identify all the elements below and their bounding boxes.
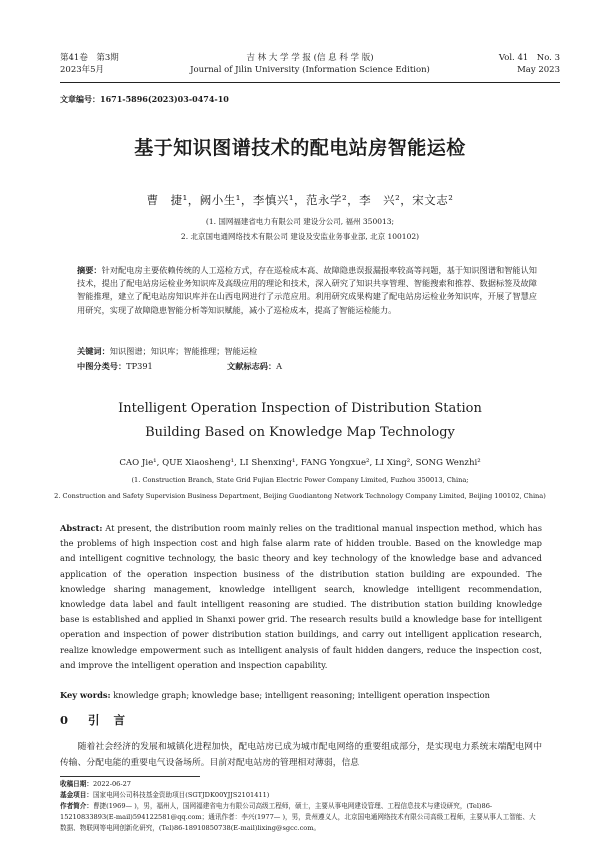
authors-cn: 曹 捷¹，阙小生¹，李慎兴¹，范永学²，李 兴²，宋文志² [146,193,454,207]
affiliation-en-1: (1. Construction Branch, State Grid Fujian Electric Power Company Limited, Fuzhou 350013, China; [131,476,469,484]
date-cn: 2023年5月 [60,65,105,75]
authors-en: CAO Jie¹, QUE Xiaosheng¹, LI Shenxing¹, FANG Yongxue², LI Xing², SONG Wenzhi² [119,458,481,468]
document-code [227,360,282,373]
author-bio-text: 曹捷(1969— )，男，福州人，国网福建省电力有限公司高级工程师，硕士，主要从事电网建设管理、工程信息技术与建设研究，(Tel)86-15210833893(E-mail)594122581@qq.com；通讯作者：李兴(1977— )，男，贵州遵义人，北京国电通网络技术有限公司高级工程师，主要从事人工智能、大数据、物联网等电网创新化研究，(Tel)86-18910850738(E-mail)lixing@sgcc.com。 [60,802,536,832]
abstract-cn-label: 摘要： [77,265,102,275]
affiliation-cn-2: 2. 北京国电通网络技术有限公司 建设及安监业务事业部, 北京 100102) [180,232,420,241]
volume-issue-cn: 第41卷 第3期 [60,53,119,63]
footnote-rule [60,776,200,777]
classification-cn [77,360,537,373]
author-bio-label: 作者简介： [60,802,93,810]
footnote [60,779,542,834]
fund-label: 基金项目： [60,791,93,799]
journal-name-cn: 吉 林 大 学 学 报 (信 息 科 学 版) [246,53,374,63]
title-en [0,397,600,445]
fund-text: 国家电网公司科技基金资助项目(SGTJDK00YJJS2101411) [92,791,270,799]
section-number: 0 [60,713,69,727]
clc-label: 中图分类号： [77,361,127,371]
volume-issue-en-line: Vol. 41 No. 3 [498,53,560,63]
abstract-en-label: Abstract: [60,523,103,533]
keywords-en-text: knowledge graph; knowledge base; intelligent reasoning; intelligent operation inspection [110,690,490,700]
clc-number [77,360,227,373]
doc-value: A [276,361,283,371]
received-date: 2022-06-27 [92,780,131,788]
keywords-cn [77,345,537,358]
journal-name [60,52,560,76]
date-en: May 2023 [517,65,560,75]
doc-label: 文献标志码： [227,361,277,371]
keywords-en-label: Key words: [60,690,111,700]
footnote-author [60,801,542,834]
section-title: 引言 [88,713,140,727]
volume-issue-en [499,52,560,76]
article-number: 文章编号：1671-5896(2023)03-0474-10 [60,94,229,104]
keywords-en [60,688,542,702]
received-label: 收稿日期： [60,780,93,788]
title-en-line-2: Building Based on Knowledge Map Technology [145,425,455,440]
affiliation-en-2: 2. Construction and Safety Supervision Business Department, Beijing Guodiantong Network Technology Company Limited, Beijing 100102, China) [54,492,546,500]
header-rule [60,82,560,83]
footnote-received [60,779,542,790]
title-en-line-1: Intelligent Operation Inspection of Distribution Station [118,401,482,416]
journal-name-en: Journal of Jilin University (Information Science Edition) [190,65,430,75]
footnote-fund [60,790,542,801]
running-header [60,52,560,78]
keywords-cn-label: 关键词： [77,346,110,356]
abstract-cn-text: 针对配电房主要依赖传统的人工巡检方式，存在巡检成本高、故障隐患误报漏报率较高等问题，基于知识图谱和智能认知技术，提出了配电站房运检业务知识库及高级应用的理论和技术，深入研究了知识共享管理、智能搜索和推荐、数据标签及故障智能推理，建立了配电站房知识库并在山西电网进行了示范应用。利用研究成果构建了配电站房运检业务知识库，开展了智慧应用研究，实现了故障隐患智能分析等知识赋能，减小了巡检成本，提高了智能运检能力。 [77,265,537,315]
title-cn: 基于知识图谱技术的配电站房智能运检 [134,137,466,159]
clc-value: TP391 [126,361,153,371]
section-heading-introduction [60,712,139,728]
affiliation-cn-1: (1. 国网福建省电力有限公司 建设分公司, 福州 350013; [205,217,395,226]
introduction-paragraph: 随着社会经济的发展和城镇化进程加快，配电站房已成为城市配电网络的重要组成部分，是实现电力系统末端配电网中传输、分配电能的重要电气设备场所。目前对配电站房的管理相对薄弱，信息 [60,742,542,768]
abstract-cn [77,264,537,317]
abstract-en [60,521,542,673]
keywords-cn-text: 知识图谱；知识库；智能推理；智能运检 [109,346,258,356]
abstract-en-text: At present, the distribution room mainly relies on the traditional manual inspection method, which has the problems of high inspection cost and high false alarm rate of hidden trouble. Based on the knowledge map and intelligent cognitive technology, the basic theory and key technology of the knowledge base and advanced application of the operation inspection business of the distribution station building are expounded. The knowledge sharing management, knowledge intelligent search, knowledge intelligent recommendation, knowledge data label and fault intelligent reasoning are studied. The distribution station building knowledge base is established and applied in Shanxi power grid. The research results build a knowledge base for intelligent operation and inspection of power distribution station buildings, and carry out intelligent application research, realize knowledge empowerment such as intelligent analysis of fault hidden dangers, reduce the inspection cost, and improve the intelligent operation and inspection capability. [60,523,542,670]
